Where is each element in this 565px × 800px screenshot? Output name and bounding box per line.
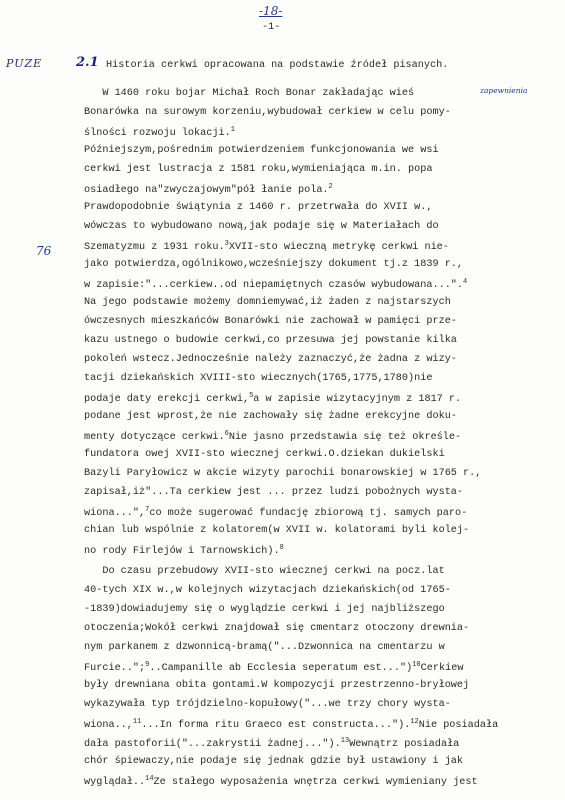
section-number: 2.1: [76, 55, 99, 70]
typed-page-number: -1-: [262, 22, 281, 33]
text-line: fundatora owej XVII-sto wiecznej cerkwi.O.dziekan dukielski: [84, 449, 445, 460]
text-line: wyglądał..$^{14}$Ze stałego wyposażenia wnętrza cerkwi wymieniany jest: [84, 775, 478, 788]
text-line: osiadłego na"zwyczajowym"pół łanie pola.$^2$: [84, 183, 333, 196]
handwritten-insert-note: zapewnienia: [480, 86, 528, 95]
text-line: podaje daty erekcji cerkwi,$^5$a w zapisie wizytacyjnym z 1817 r.: [84, 392, 462, 405]
text-line: wiona..,$^{11}$...In forma ritu Graeco est constructa...").$^{12}$Nie posiadała: [84, 718, 499, 731]
text-line: Do czasu przebudowy XVII-sto wiecznej cerkwi na pocz.lat: [84, 566, 445, 577]
text-line: W 1460 roku bojar Michał Roch Bonar zakładając wieś: [84, 88, 415, 99]
text-line: tacji dziekańskich XVIII-sto wiecznych(1765,1775,1780)nie: [84, 373, 433, 384]
text-line: wówczas to wybudowano nową,jak podaje się w Materiałach do: [84, 221, 439, 232]
handwritten-page-number: -18-: [259, 4, 283, 18]
text-line: Bonarówka na surowym korzeniu,wybudował cerkiew w celu pomy-: [84, 107, 451, 118]
text-line: dała pastoforii("...zakrystii żadnej...").$^{13}$Wewnątrz posiadała: [84, 737, 460, 750]
text-line: podane jest wprost,że nie zachowały się żadne erekcyjne doku-: [84, 411, 457, 422]
stamp-text: PUZE: [6, 57, 43, 70]
text-line: Szematyzmu z 1931 roku.$^3$XVII-sto wieczną metrykę cerkwi nie-: [84, 240, 449, 253]
text-line: Prawdopodobnie świątynia z 1460 r. przetrwała do XVII w.,: [84, 202, 433, 213]
text-line: -1839)dowiadujemy się o wyglądzie cerkwi i jej najbliższego: [84, 604, 445, 615]
section-heading: Historia cerkwi opracowana na podstawie źródeł pisanych.: [106, 60, 449, 71]
text-line: pokoleń wstecz.Jednocześnie należy zaznaczyć,że żadna z wizy-: [84, 354, 457, 365]
text-line: wiona...",$^7$co może sugerować fundację zbiorową tj. samych paro-: [84, 506, 468, 519]
text-line: jako potwierdza,ogólnikowo,wcześniejszy dokument tj.z 1839 r.,: [84, 259, 464, 270]
text-line: Na jego podstawie możemy domniemywać,iż żaden z najstarszych: [84, 297, 451, 308]
text-line: ówczesnych mieszkańców Bonarówki nie zachował w pamięci prze-: [84, 316, 457, 327]
text-line: Furcie..";$^9$..Campanille ab Ecclesia seperatum est...")$^{10}$Cerkiew: [84, 661, 464, 674]
text-line: nym parkanem z dzwonnicą-bramą("...Dzwonnica na cmentarzu w: [84, 642, 445, 653]
text-line: 40-tych XIX w.,w kolejnych wizytacjach dziekańskich(od 1765-: [84, 585, 451, 596]
text-line: Bazyli Paryłowicz w akcie wizyty parochii bonarowskiej w 1765 r.,: [84, 468, 482, 479]
text-line: chian lub wspólnie z kolatorem(w XVII w. kolatorami byli kolej-: [84, 525, 470, 536]
text-line: no rody Firlejów i Tarnowskich).$^8$: [84, 544, 284, 557]
text-line: otoczenia;Wokół cerkwi znajdował się cmentarz otoczony drewnia-: [84, 623, 470, 634]
text-line: chór śpiewaczy,nie podaje się jednak gdzie był ustawiony i jak: [84, 756, 464, 767]
text-line: kazu ustnego o budowie cerkwi,co przesuwa jej powstanie kilka: [84, 335, 457, 346]
margin-mark: 76: [36, 244, 52, 258]
text-line: w zapisie:"...cerkiew..od niepamiętnych czasów wybudowana...".$^4$: [84, 278, 468, 291]
text-line: ślności rozwoju lokacji.$^1$: [84, 126, 235, 139]
text-line: cerkwi jest lustracja z 1581 roku,wymieniająca m.in. popa: [84, 164, 433, 175]
text-line: menty dotyczące cerkwi.$^6$Nie jasno przedstawia się też określe-: [84, 430, 462, 443]
text-line: były drewniana obita gontami.W kompozycji przestrzenno-bryłowej: [84, 680, 470, 691]
text-line: wykazywała typ trójdzielno-kopułowy("...we trzy chory wysta-: [84, 699, 451, 710]
text-line: zapisał,iż"...Ta cerkiew jest ... przez ludzi pobożnych wysta-: [84, 487, 464, 498]
text-line: Późniejszym,pośrednim potwierdzeniem funkcjonowania we wsi: [84, 145, 439, 156]
